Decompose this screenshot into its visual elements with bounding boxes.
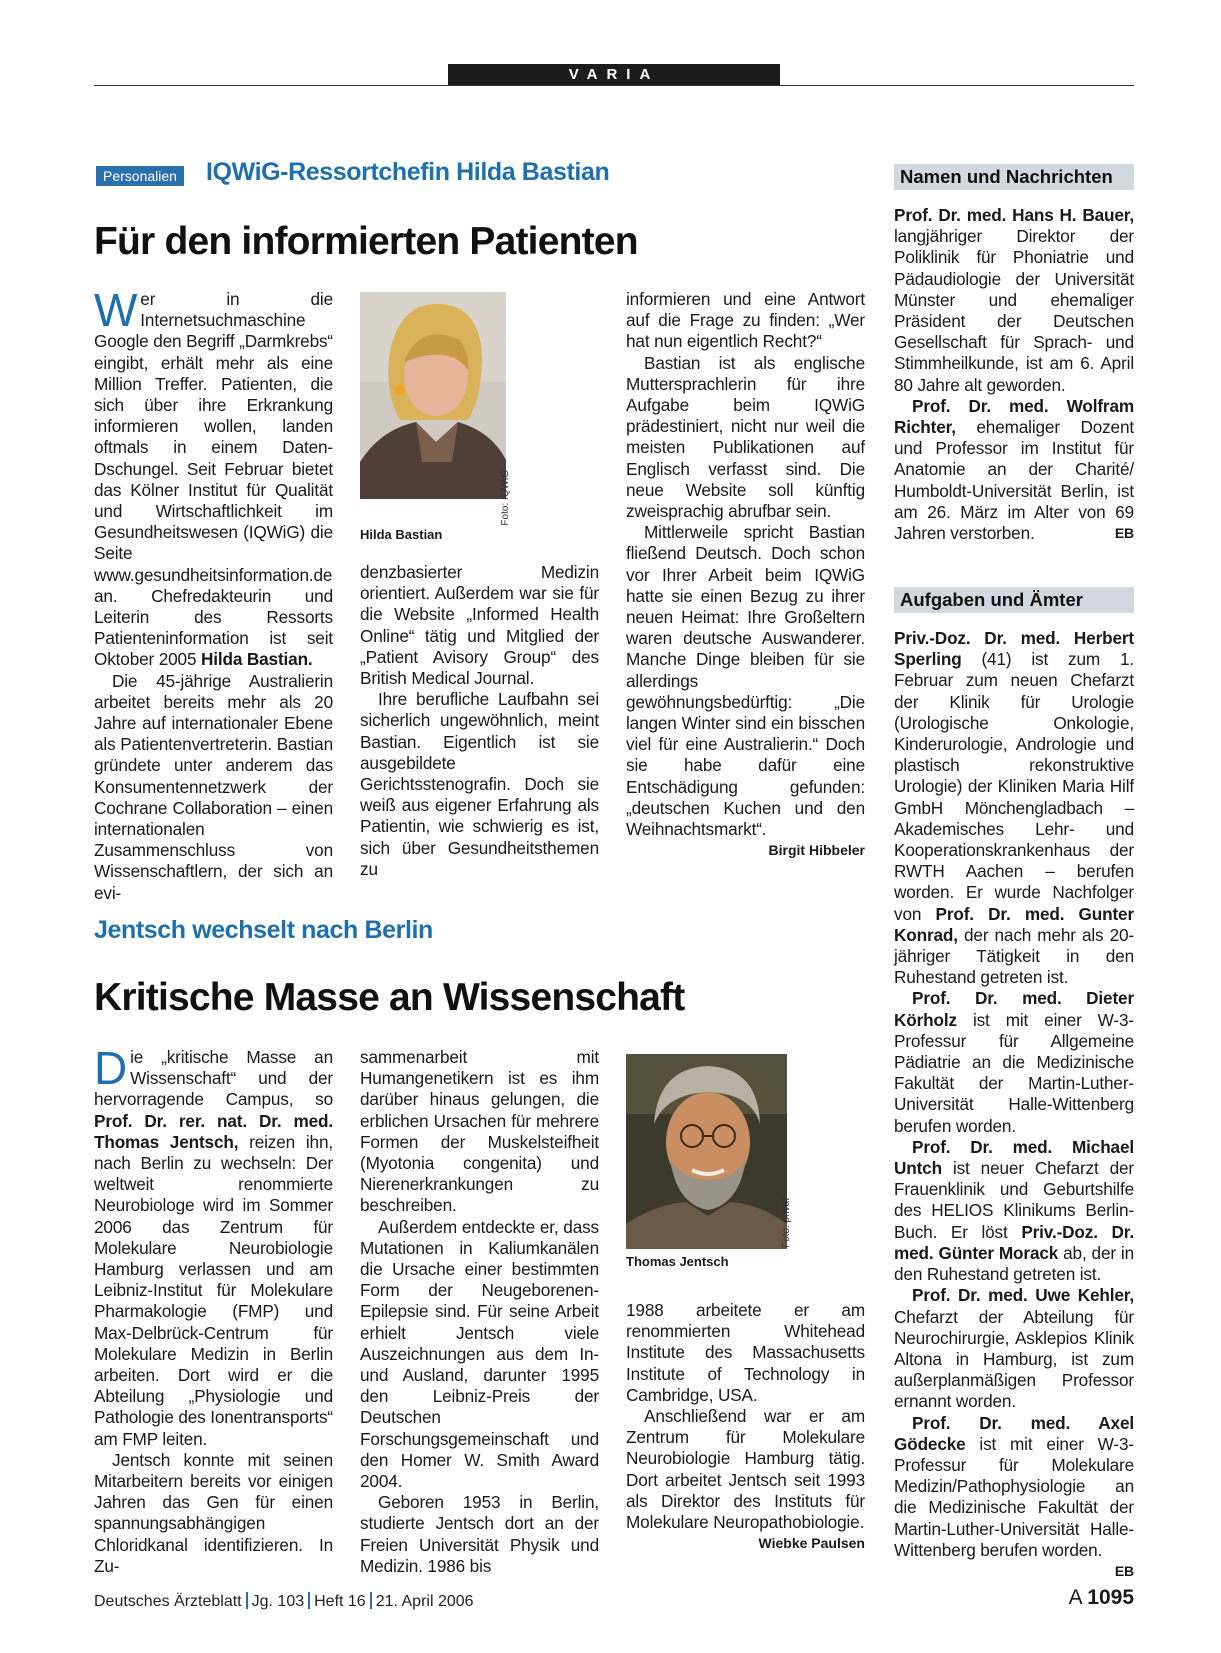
person-name: Hilda Bastian.: [200, 649, 313, 670]
journal-date: 21. April 2006: [375, 1593, 474, 1610]
kicker-label: Personalien: [96, 166, 184, 186]
sidebar-entry: [894, 628, 1134, 988]
page-footer: [94, 1592, 474, 1611]
article2-paragraph: Geboren 1953 in Berlin, studierte Jentsch dort an der Freien Universität Physik und Medizin. 1986 bis: [360, 1492, 599, 1576]
body-text: reizen ihn, nach Berlin zu wechseln: Der weltweit renommierte Neurobiologe wird im Sommer 2006 das Zentrum für Molekulare Neurobiologie Hamburg verlassen und am Leibniz-Institut für Molekulare Pharmakologie (FMP) und Max-Delbrück-Centrum für Molekulare Medizin in Berlin arbeiten. Dort wird er die Abteilung „Physiologie und Pathologie des Ionentransports“ am FMP leiten.: [94, 1131, 333, 1449]
article1-paragraph: Die 45-jährige Australierin arbeitet bereits mehr als 20 Jahre auf internationaler Ebene als Patientenvertreterin. Bastian gründete unter anderem das Konsumentennetzwerk der Cochrane Collaboration – einen internationalen Zusammenschluss von Wissenschaftlern, der sich an evi-: [94, 670, 333, 903]
person-name: Priv.-Doz. Dr. med. Günter Morack: [894, 1221, 1134, 1263]
body-text: ist mit einer W-3-Professur für Molekulare Medizin/Pathophysiologie an die Medizinische Fakultät der Martin-Luther-Universität Halle-Wittenberg berufen worden.: [894, 1433, 1134, 1560]
sidebar-entry: [894, 396, 1134, 544]
sidebar-entry: [894, 205, 1134, 396]
article2-subhead: Jentsch wechselt nach Berlin: [94, 916, 433, 944]
article1-subhead: IQWiG-Ressortchefin Hilda Bastian: [206, 158, 610, 186]
thomas-jentsch-photo: [626, 1054, 787, 1249]
sidebar-entry: [894, 1137, 1134, 1285]
body-text: ist mit einer W-3-Professur für Allgemeine Pädiatrie an die Medizinische Fakultät der Martin-Luther-Universität Halle-Wittenberg berufen worden.: [894, 1009, 1134, 1136]
header-rule: [94, 85, 1134, 86]
hilda-bastian-photo: [360, 292, 506, 499]
dropcap: W: [94, 284, 138, 336]
person-name: Prof. Dr. med. Dieter Körholz: [894, 988, 1134, 1030]
person-name: Prof. Dr. rer. nat. Dr. med. Thomas Jentsch,: [94, 1110, 333, 1152]
article2-paragraph: Jentsch konnte mit seinen Mitarbeitern bereits vor einigen Jahren das Gen für einen spannungsabhängigen Chloridkanal identifizieren. In Zu-: [94, 1449, 333, 1576]
sidebar-box-title: Aufgaben und Ämter: [894, 587, 1134, 613]
sidebar-entry: [894, 1285, 1134, 1412]
person-name: Prof. Dr. med. Hans H. Bauer,: [894, 205, 1134, 225]
article1-paragraph: informieren und eine Antwort auf die Frage zu finden: „Wer hat nun eigentlich Recht?“: [626, 289, 865, 352]
article2-paragraph: 1988 arbeitete er am renommierten Whitehead Institute des Massachusetts Institute of Technology in Cambridge, USA.: [626, 1300, 865, 1405]
article1-headline: Für den informierten Patienten: [94, 220, 638, 263]
body-text: ab, der in den Ruhestand getreten ist.: [894, 1242, 1134, 1285]
body-text: Anschließend war er am Zentrum für Molekulare Neurobiologie Hamburg tätig. Dort arbeitet Jentsch seit 1993 als Direktor des Instituts für Molekulare Neuropathobiologie.: [626, 1406, 865, 1533]
sidebar-box-title: Namen und Nachrichten: [894, 164, 1134, 190]
sidebar-entry: [894, 988, 1134, 1136]
article2-column-3: [626, 1300, 865, 1554]
article2-paragraph: Außerdem entdeckte er, dass Mutationen in Kaliumkanälen die Ursache einer bestimmten Form der Neugeborenen-Epilepsie sind. Für seine Arbeit erhielt Jentsch viele Auszeichnungen aus dem In- und Ausland, darunter 1995 den Leibniz-Preis der Deutschen Forschungsgemeinschaft und den Homer W. Smith Award 2004.: [360, 1216, 599, 1492]
article2-column-2: [360, 1047, 599, 1577]
body-text: Chefarzt der Abteilung für Neurochirurgie, Asklepios Klinik Altona in Hamburg, ist zum außerplanmäßigen Professor ernannt worden.: [894, 1306, 1134, 1412]
photo-credit: Foto: IQWiG: [500, 470, 511, 526]
body-text: langjähriger Direktor der Poliklinik für Phoniatrie und Pädaudiologie der Universität Münster und ehemaliger Präsident der Deutschen Gesellschaft für Sprach- und Stimmheilkunde, ist am 6. April 80 Jahre alt geworden.: [894, 226, 1134, 395]
person-name: Prof. Dr. med. Gunter Konrad,: [894, 903, 1134, 945]
portrait-image: [360, 292, 506, 499]
body-text: der nach mehr als 20-jähriger Tätigkeit in den Ruhestand getreten ist.: [894, 924, 1134, 988]
sidebar-names-news: [894, 205, 1134, 544]
sidebar-appointments: [894, 628, 1134, 1582]
section-tab: VARIA: [448, 64, 780, 85]
author-signature: Wiebke Paulsen: [758, 1535, 865, 1552]
journal-volume: Jg. 103: [251, 1593, 305, 1610]
body-text: er in die Internetsuchmaschine Google den Begriff „Darmkrebs“ eingibt, erhält mehr als eine Million Treffer. Patienten, die sich über ihre Erkrankung informieren wollen, landen oftmals in einem Daten-Dschungel. Seit Februar bietet das Kölner Institut für Qualität und Wirtschaftlichkeit im Gesundheitswesen (IQWiG) die Seite www.gesundheitsinformation.de an. Chefredakteurin und Leiterin des Ressorts Patienteninformation ist seit Oktober 2005: [94, 289, 333, 670]
journal-name: Deutsches Ärzteblatt: [94, 1593, 242, 1610]
person-name: Priv.-Doz. Dr. med. Herbert Sperling: [894, 628, 1134, 670]
editor-signature: EB: [1114, 1562, 1134, 1579]
article1-paragraph: Bastian ist als englische Muttersprachlerin für ihre Aufgabe beim IQWiG prädestiniert, nicht nur weil die meisten Publikationen auf Englisch verfasst sind. Die neue Website soll künftig zweisprachig abrufbar sein.: [626, 352, 865, 522]
article1-column-1: [94, 284, 333, 904]
photo-caption: Thomas Jentsch: [626, 1254, 729, 1269]
footer-separator: [246, 1592, 248, 1609]
body-text: Mittlerweile spricht Bastian fließend Deutsch. Doch schon vor Ihrer Arbeit beim IQWiG hatte sie einen Bezug zu ihrer neuen Heimat: Ihre Großeltern waren deutsche Auswanderer. Manche Dinge bleiben für sie allerdings gewöhnungsbedürftig: „Die langen Winter sind ein bisschen viel für eine Australierin.“ Doch sie habe dafür eine Entschädigung gefunden: „deutschen Kuchen und den Weihnachtsmarkt“.: [626, 522, 865, 840]
journal-issue: Heft 16: [314, 1593, 366, 1610]
page-number: [1069, 1586, 1134, 1610]
footer-separator: [370, 1592, 372, 1609]
dropcap: D: [94, 1042, 128, 1094]
article1-column-2: [360, 562, 599, 880]
photo-credit: Foto: privat: [781, 1198, 792, 1249]
page-prefix: A: [1068, 1586, 1082, 1609]
editor-signature: EB: [1114, 525, 1134, 542]
article2-column-1: [94, 1042, 333, 1577]
article2-paragraph: [626, 1406, 865, 1552]
article1-paragraph: Ihre berufliche Laufbahn sei sicherlich ungewöhnlich, meint Bastian. Eigentlich ist sie ausgebildete Gerichtsstenografin. Doch sie weiß aus eigener Erfahrung als Patientin, wie schwierig es ist, sich über Gesundheitsthemen zu: [360, 689, 599, 879]
article1-paragraph: [626, 522, 865, 859]
person-name: Prof. Dr. med. Axel Gödecke: [894, 1412, 1134, 1454]
person-name: Prof. Dr. med. Michael Untch: [894, 1136, 1134, 1179]
article1-paragraph: [94, 284, 333, 671]
body-text: ist neuer Chefarzt der Frauenklinik und Geburtshilfe des HELIOS Klinikums Berlin-Buch. Er löst: [894, 1158, 1134, 1242]
body-text: ehemaliger Dozent und Professor im Institut für Anatomie an der Charité/ Humboldt-Universität Berlin, ist am 26. März im Alter von 69 Jahren verstorben.: [894, 417, 1134, 544]
article2-paragraph: [94, 1042, 333, 1450]
page-number-value: 1095: [1087, 1586, 1134, 1609]
sidebar-entry: [894, 1412, 1134, 1579]
article1-column-3: [626, 289, 865, 861]
photo-caption: Hilda Bastian: [360, 527, 443, 542]
body-text: (41) ist zum 1. Februar zum neuen Chefarzt der Klinik für Urologie (Urologische Onkologie, Kinderurologie, Andrologie und plastisch rekonstruktive Urologie) der Kliniken Maria Hilf GmbH Mönchengladbach – Akademisches Lehr- und Kooperationskrankenhaus der RWTH Aachen – berufen worden. Er wurde Nachfolger von: [894, 649, 1134, 924]
portrait-image: [626, 1054, 787, 1249]
article1-paragraph: denzbasierter Medizin orientiert. Außerdem war sie für die Website „Informed Health Online“ tätig und Mitglied der „Patient Avisory Group“ des British Medical Journal.: [360, 562, 599, 689]
footer-separator: [308, 1592, 310, 1609]
body-text: ie „kritische Masse an Wissenschaft“ und der hervorragende Campus, so: [94, 1047, 333, 1110]
article2-paragraph: sammenarbeit mit Humangenetikern ist es ihm darüber hinaus gelungen, die erblichen Ursachen für mehrere Formen der Muskelsteifheit (Myotonia congenita) und Nierenerkrankungen zu beschreiben.: [360, 1047, 599, 1216]
article2-headline: Kritische Masse an Wissenschaft: [94, 976, 685, 1019]
person-name: Prof. Dr. med. Uwe Kehler,: [912, 1285, 1134, 1306]
author-signature: Birgit Hibbeler: [768, 842, 865, 859]
person-name: Prof. Dr. med. Wolfram Richter,: [894, 395, 1134, 438]
